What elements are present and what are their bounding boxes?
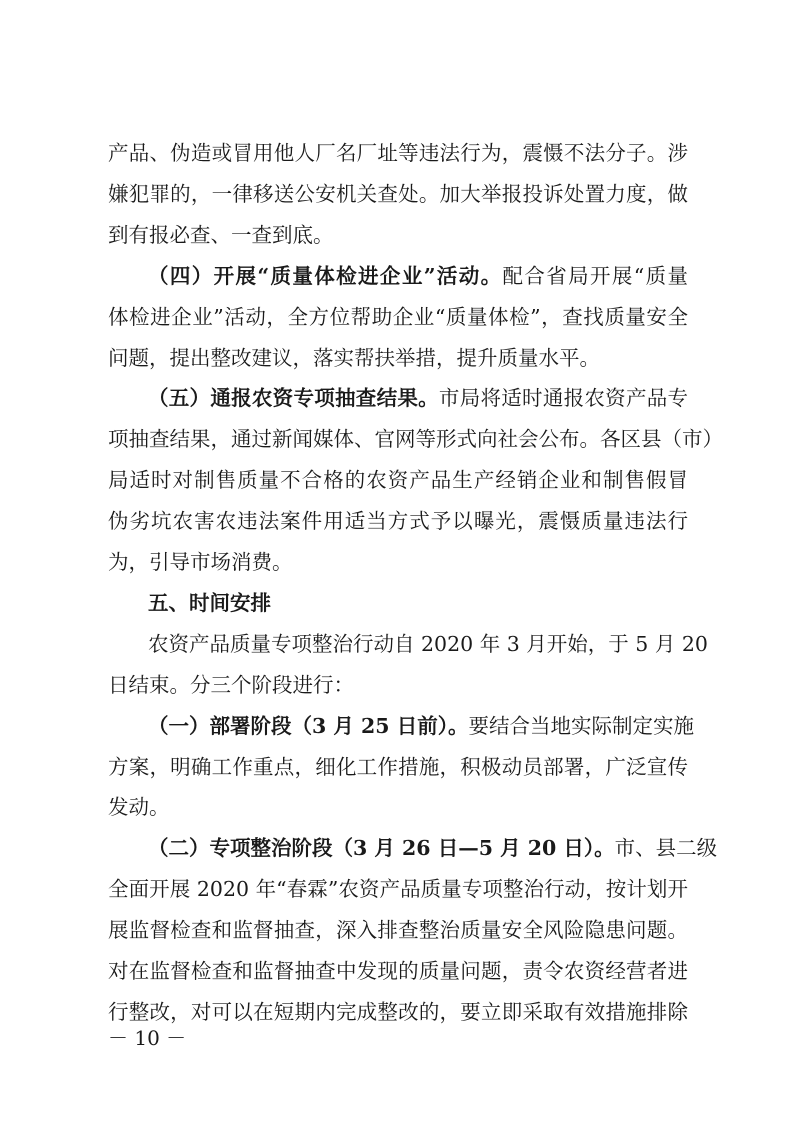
paragraph-line: 行整改，对可以在短期内完成整改的，要立即采取有效措施排除 xyxy=(108,1000,688,1024)
paragraph-text: 配合省局开展“质量 xyxy=(502,264,688,288)
paragraph-line xyxy=(148,714,694,738)
paragraph-line: 伪劣坑农害农违法案件用适当方式予以曝光，震慑质量违法行 xyxy=(108,509,688,533)
paragraph-line: 产品、伪造或冒用他人厂名厂址等违法行为，震慑不法分子。涉 xyxy=(108,141,688,165)
paragraph-text: 市、县二级 xyxy=(614,836,718,860)
paragraph-line: 方案，明确工作重点，细化工作措施，积极动员部署，广泛宣传 xyxy=(108,755,688,779)
paragraph-text: 市局将适时通报农资产品专 xyxy=(438,386,689,410)
paragraph-line: 项抽查结果，通过新闻媒体、官网等形式向社会公布。各区县（市） xyxy=(108,427,723,451)
section-heading-4: （四）开展“质量体检进企业”活动。 xyxy=(148,264,503,288)
section-title-schedule: 五、时间安排 xyxy=(148,591,271,615)
paragraph-line: 到有报必查、一查到底。 xyxy=(108,223,334,247)
paragraph-line: 展监督检查和监督抽查，深入排查整治质量安全风险隐患问题。 xyxy=(108,918,688,942)
paragraph-line xyxy=(148,836,718,860)
paragraph-line xyxy=(148,386,688,410)
paragraph-line: 问题，提出整改建议，落实帮扶举措，提升质量水平。 xyxy=(108,346,600,370)
paragraph-line: 为，引导市场消费。 xyxy=(108,550,293,574)
page-number: － 10 － xyxy=(108,1026,187,1050)
paragraph-line: 日结束。分三个阶段进行： xyxy=(108,673,354,697)
paragraph-line: 体检进企业”活动，全方位帮助企业“质量体检”，查找质量安全 xyxy=(108,305,688,329)
section-heading-5: （五）通报农资专项抽查结果。 xyxy=(148,386,439,410)
paragraph-line: 对在监督检查和监督抽查中发现的质量问题，责令农资经营者进 xyxy=(108,959,688,983)
phase-heading-1: （一）部署阶段（3 月 25 日前）。 xyxy=(148,714,469,738)
paragraph-line: 发动。 xyxy=(108,795,170,819)
paragraph-line: 全面开展 2020 年“春霖”农资产品质量专项整治行动，按计划开 xyxy=(108,877,688,901)
phase-heading-2: （二）专项整治阶段（3 月 26 日—5 月 20 日）。 xyxy=(148,836,615,860)
paragraph-line: 局适时对制售质量不合格的农资产品生产经销企业和制售假冒 xyxy=(108,468,688,492)
paragraph-line xyxy=(148,264,688,288)
paragraph-line: 嫌犯罪的，一律移送公安机关查处。加大举报投诉处置力度，做 xyxy=(108,182,688,206)
paragraph-text: 要结合当地实际制定实施 xyxy=(468,714,694,738)
paragraph-line: 农资产品质量专项整治行动自 2020 年 3 月开始，于 5 月 20 xyxy=(148,632,708,656)
